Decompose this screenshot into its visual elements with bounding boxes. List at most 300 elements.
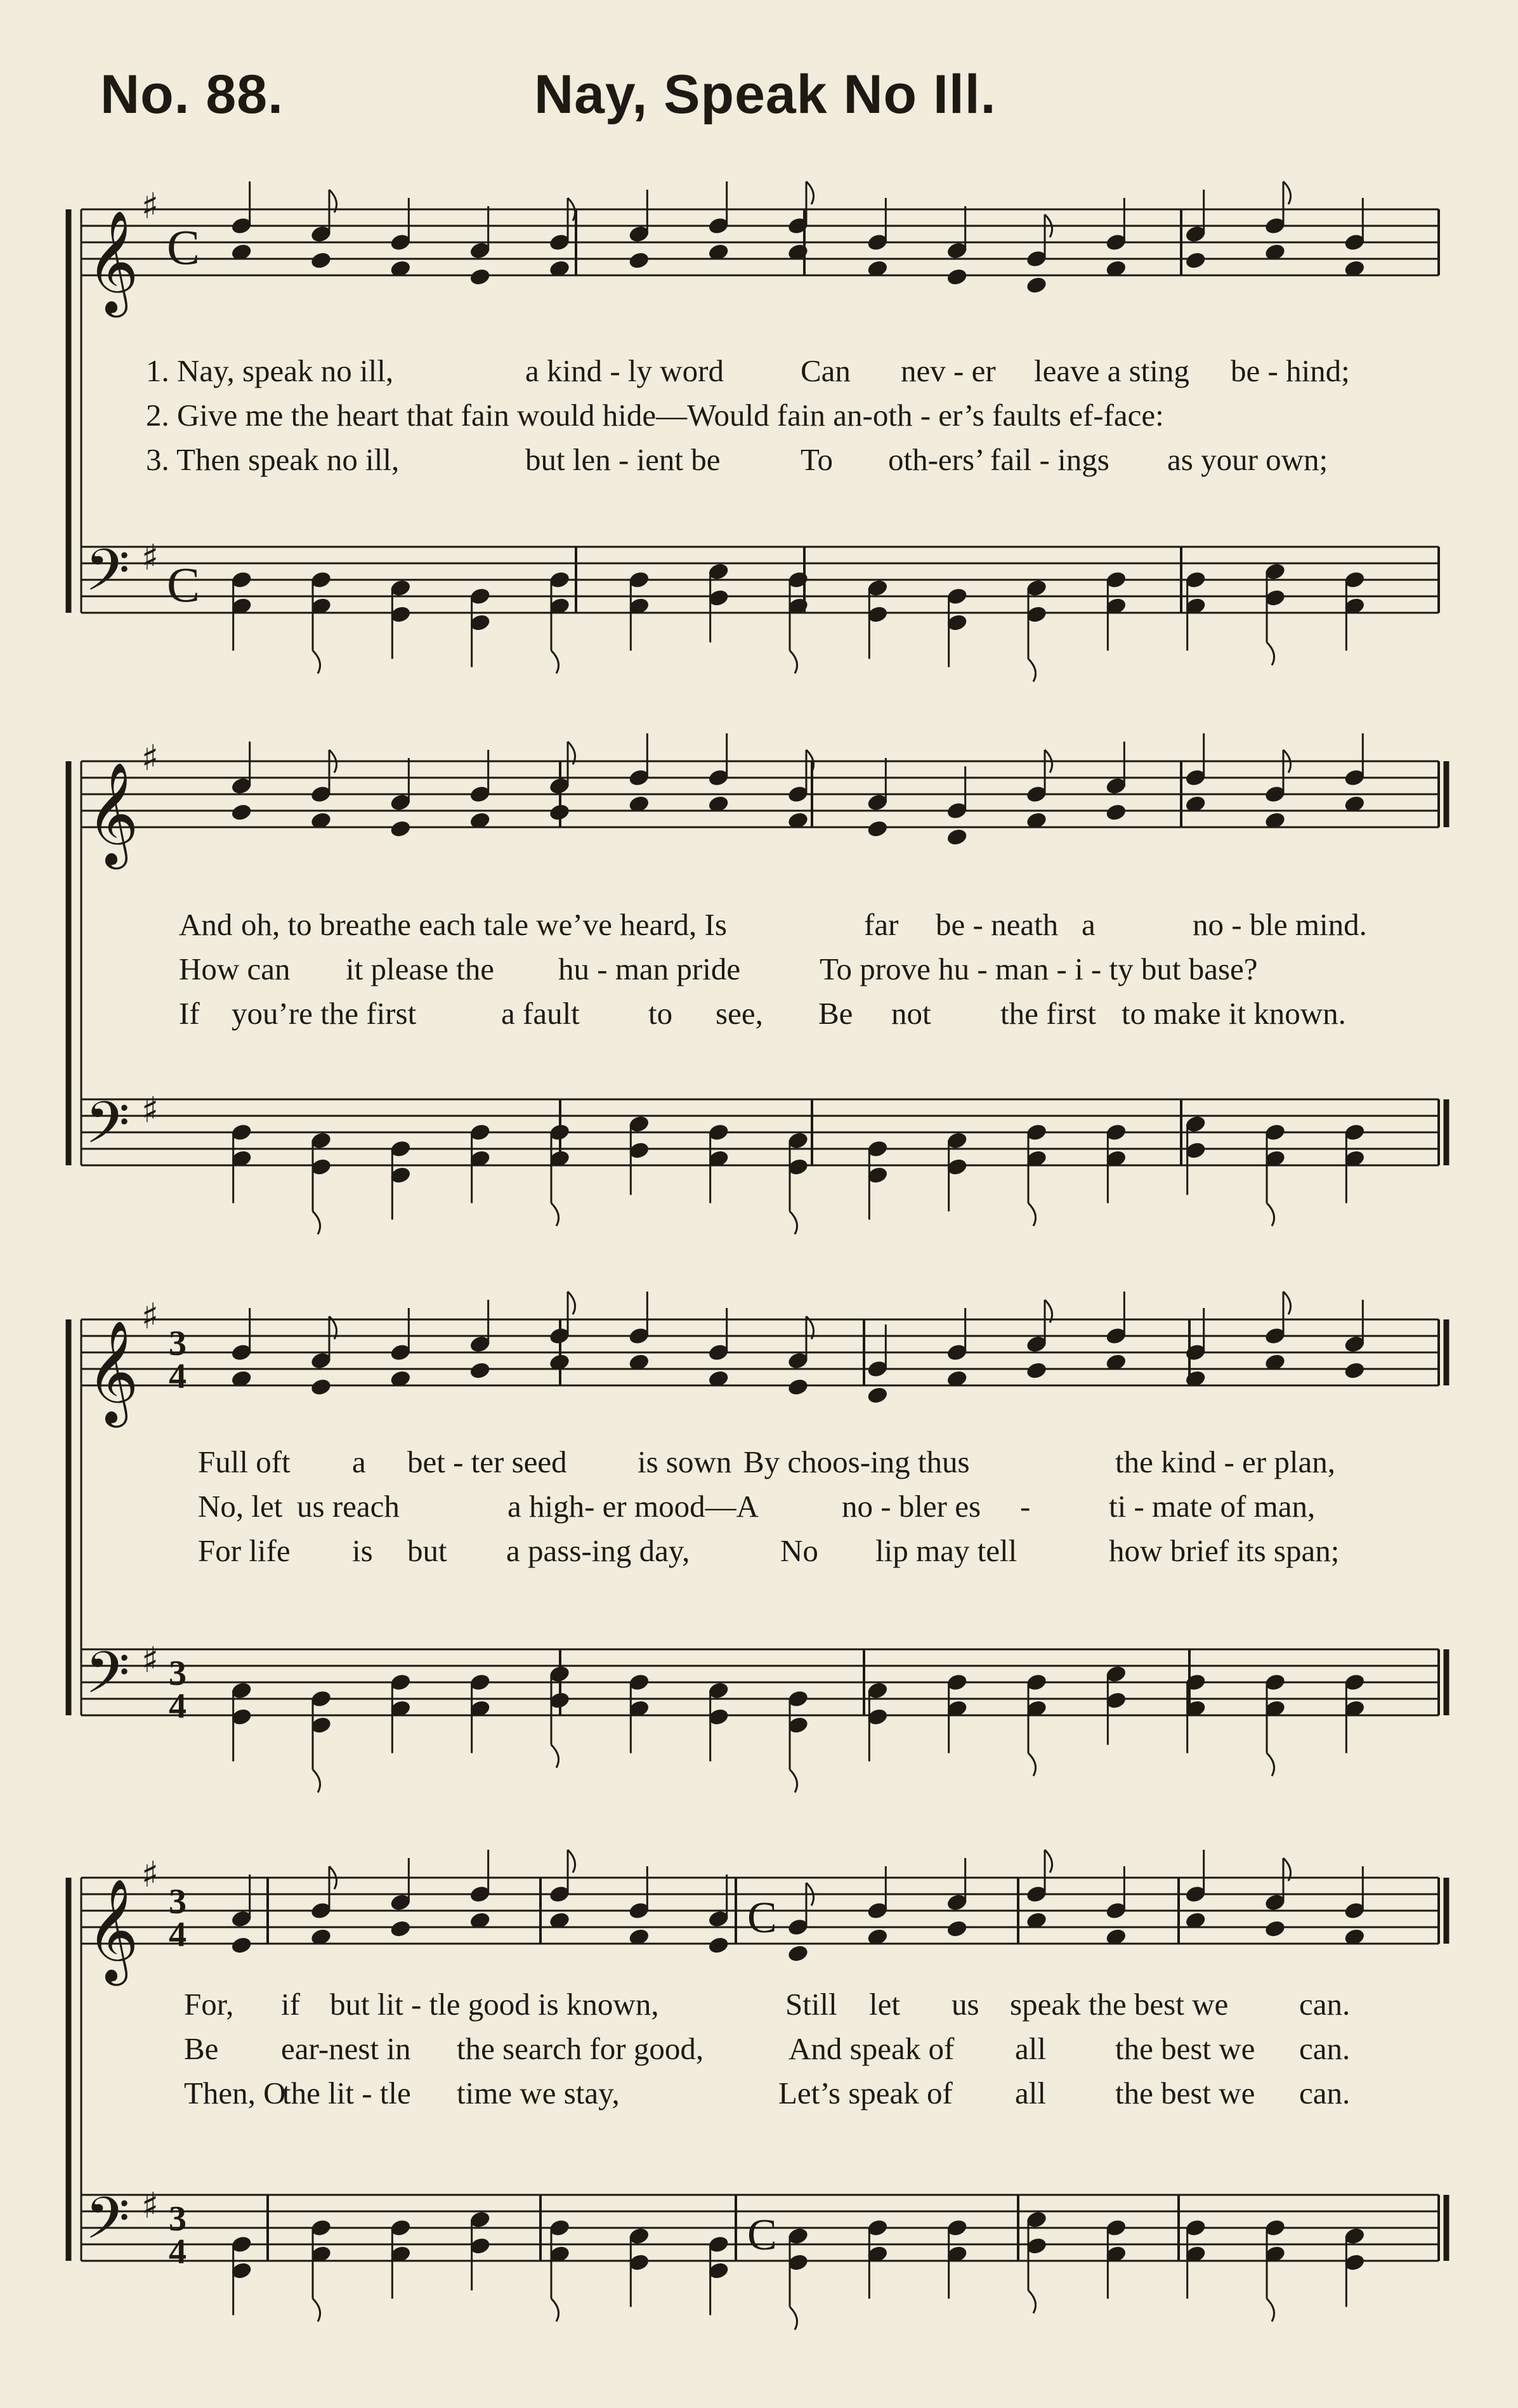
note-head bbox=[1184, 1343, 1207, 1363]
note-head bbox=[866, 1359, 889, 1379]
note-head bbox=[707, 562, 730, 582]
note-head bbox=[310, 1131, 332, 1151]
note-head bbox=[1025, 249, 1048, 269]
note-head bbox=[548, 1691, 571, 1710]
note-head bbox=[707, 1343, 730, 1363]
note-head bbox=[866, 2218, 889, 2238]
verse-1-line bbox=[0, 1986, 1518, 2024]
note-head bbox=[1264, 1352, 1286, 1372]
note-head bbox=[1264, 216, 1286, 236]
note-flag bbox=[1045, 1850, 1052, 1873]
note-head bbox=[548, 1665, 571, 1684]
lyric-segment: us bbox=[952, 1987, 979, 2022]
time-sig-3-icon: 3 bbox=[169, 1882, 186, 1921]
lyric-segment: the search for good, bbox=[457, 2031, 704, 2066]
lyric-segment: all bbox=[1015, 2031, 1046, 2066]
note-head bbox=[707, 1123, 730, 1142]
note-flag bbox=[1028, 659, 1036, 682]
note-flag bbox=[313, 1212, 320, 1234]
note-head bbox=[707, 1909, 730, 1929]
note-flag bbox=[568, 1292, 575, 1314]
key-sharp-icon: ♯ bbox=[141, 537, 159, 579]
note-head bbox=[1025, 1699, 1048, 1718]
common-time-icon: C bbox=[167, 219, 200, 275]
note-head bbox=[1184, 1911, 1207, 1930]
note-head bbox=[707, 2235, 730, 2254]
lyric-segment: To prove hu - man - i - ty but base? bbox=[820, 952, 1258, 986]
lyric-segment: Then, O bbox=[184, 2076, 286, 2110]
note-head bbox=[866, 819, 889, 839]
note-head bbox=[627, 1115, 650, 1134]
note-head bbox=[469, 241, 492, 261]
note-flag bbox=[329, 1316, 337, 1339]
verse-1-line bbox=[0, 1443, 1518, 1481]
lyric-segment: 3. Then speak no ill, bbox=[146, 442, 400, 477]
lyric-segment: if bbox=[281, 1987, 300, 2022]
note-flag bbox=[1283, 750, 1291, 773]
note-head bbox=[787, 596, 809, 616]
lyric-segment: a fault bbox=[501, 996, 580, 1031]
note-head bbox=[548, 2218, 571, 2238]
bass-staff bbox=[81, 537, 1439, 682]
note-head bbox=[1025, 1911, 1048, 1930]
lyric-segment: all bbox=[1015, 2076, 1046, 2110]
lyric-segment: be - neath bbox=[936, 907, 1059, 942]
note-head bbox=[946, 267, 969, 287]
note-head bbox=[1184, 2218, 1207, 2238]
note-head bbox=[707, 1707, 730, 1727]
note-flag bbox=[313, 2299, 320, 2322]
lyric-segment: lip may tell bbox=[875, 1533, 1017, 1568]
note-head bbox=[627, 1326, 650, 1346]
lyric-segment: bet - ter seed bbox=[407, 1444, 567, 1479]
note-head bbox=[389, 259, 412, 278]
lyric-segment: to make it known. bbox=[1122, 996, 1346, 1031]
note-head bbox=[627, 251, 650, 270]
time-sig-3-icon: 3 bbox=[169, 2199, 186, 2239]
treble-staff bbox=[81, 181, 1439, 318]
note-head bbox=[230, 776, 253, 796]
note-head bbox=[469, 1335, 492, 1354]
common-time-icon: C bbox=[747, 2211, 777, 2260]
note-head bbox=[310, 1901, 332, 1921]
note-flag bbox=[790, 1770, 797, 1793]
lyric-segment: Be bbox=[184, 2031, 219, 2066]
treble-staff bbox=[81, 1850, 1439, 1986]
note-head bbox=[230, 1149, 253, 1168]
note-head bbox=[230, 242, 253, 262]
key-sharp-icon: ♯ bbox=[141, 186, 159, 227]
note-head bbox=[1343, 2253, 1366, 2272]
note-head bbox=[548, 1326, 571, 1346]
note-head bbox=[1104, 1691, 1127, 1710]
note-head bbox=[946, 241, 969, 261]
note-head bbox=[787, 242, 809, 262]
note-head bbox=[946, 801, 969, 821]
note-head bbox=[230, 2235, 253, 2254]
note-head bbox=[1104, 1901, 1127, 1921]
note-head bbox=[230, 216, 253, 236]
lyric-segment: - bbox=[1020, 1489, 1031, 1524]
note-head bbox=[1184, 1115, 1207, 1134]
lyric-segment: you’re the first bbox=[232, 996, 417, 1031]
hymn-number: No. 88. bbox=[100, 64, 284, 125]
treble-clef-icon: 𝄞 bbox=[86, 762, 139, 865]
note-flag bbox=[551, 2299, 559, 2322]
bass-staff bbox=[81, 1639, 1439, 1793]
lyric-segment: Let’s speak of bbox=[778, 2076, 953, 2110]
note-head bbox=[548, 2244, 571, 2264]
lyric-segment: ti - mate of man, bbox=[1109, 1489, 1316, 1524]
note-head bbox=[707, 1149, 730, 1168]
note-flag bbox=[313, 651, 320, 674]
note-head bbox=[230, 596, 253, 616]
note-head bbox=[389, 2244, 412, 2264]
note-head bbox=[230, 570, 253, 590]
note-head bbox=[389, 1369, 412, 1389]
lyric-segment: And bbox=[179, 907, 233, 942]
note-head bbox=[1104, 1149, 1127, 1168]
lyric-segment: a pass-ing day, bbox=[506, 1533, 690, 1568]
note-flag bbox=[1267, 2299, 1274, 2322]
note-flag bbox=[790, 651, 797, 674]
note-head bbox=[946, 1919, 969, 1939]
note-head bbox=[1104, 1665, 1127, 1684]
lyric-segment: nev - er bbox=[901, 353, 996, 388]
note-flag bbox=[1028, 1203, 1036, 1226]
note-head bbox=[230, 1123, 253, 1142]
note-head bbox=[1025, 579, 1048, 598]
note-head bbox=[230, 1343, 253, 1363]
note-head bbox=[1343, 596, 1366, 616]
note-head bbox=[866, 2244, 889, 2264]
note-head bbox=[1264, 1673, 1286, 1692]
note-head bbox=[627, 1901, 650, 1921]
note-flag bbox=[329, 1866, 337, 1889]
note-head bbox=[1104, 1352, 1127, 1372]
note-head bbox=[1343, 1699, 1366, 1718]
note-head bbox=[1184, 1141, 1207, 1160]
time-sig-4-icon: 4 bbox=[169, 2232, 186, 2272]
note-head bbox=[1184, 570, 1207, 590]
note-head bbox=[548, 1885, 571, 1904]
note-head bbox=[1343, 259, 1366, 278]
note-head bbox=[787, 1351, 809, 1371]
note-head bbox=[389, 1165, 412, 1185]
note-head bbox=[707, 1935, 730, 1955]
note-head bbox=[1184, 768, 1207, 788]
note-head bbox=[707, 1369, 730, 1389]
note-head bbox=[866, 1707, 889, 1727]
verse-1-line bbox=[0, 906, 1518, 944]
note-head bbox=[627, 768, 650, 788]
note-head bbox=[627, 1699, 650, 1718]
note-head bbox=[548, 233, 571, 252]
note-head bbox=[787, 1377, 809, 1397]
lyric-segment: a bbox=[1082, 907, 1096, 942]
note-head bbox=[1104, 2218, 1127, 2238]
note-flag bbox=[1267, 643, 1274, 665]
note-head bbox=[1025, 1361, 1048, 1380]
lyric-segment: a high- er mood—A bbox=[507, 1489, 759, 1524]
lyric-segment: how brief its span; bbox=[1109, 1533, 1340, 1568]
note-head bbox=[627, 2253, 650, 2272]
note-flag bbox=[551, 1203, 559, 1226]
lyric-segment: time we stay, bbox=[457, 2076, 620, 2110]
note-head bbox=[787, 2253, 809, 2272]
note-head bbox=[469, 785, 492, 804]
note-head bbox=[627, 1673, 650, 1692]
note-head bbox=[1104, 233, 1127, 252]
lyric-segment: By choos-ing thus bbox=[743, 1444, 970, 1479]
note-head bbox=[1264, 1893, 1286, 1913]
note-head bbox=[1184, 1699, 1207, 1718]
note-head bbox=[389, 1673, 412, 1692]
note-head bbox=[707, 2261, 730, 2280]
note-head bbox=[469, 267, 492, 287]
note-flag bbox=[790, 1212, 797, 1234]
note-flag bbox=[551, 1745, 559, 1768]
note-flag bbox=[806, 750, 814, 773]
note-head bbox=[1104, 570, 1127, 590]
note-head bbox=[1104, 259, 1127, 278]
note-head bbox=[548, 1352, 571, 1372]
lyric-segment: For life bbox=[198, 1533, 291, 1568]
lyric-segment: the best we bbox=[1115, 2076, 1255, 2110]
note-head bbox=[1025, 1335, 1048, 1354]
lyric-segment: a bbox=[352, 1444, 366, 1479]
note-head bbox=[787, 1918, 809, 1937]
note-head bbox=[469, 811, 492, 830]
note-flag bbox=[568, 742, 575, 764]
note-head bbox=[1184, 596, 1207, 616]
note-head bbox=[548, 776, 571, 796]
bass-staff bbox=[81, 1089, 1439, 1234]
note-head bbox=[469, 1885, 492, 1904]
note-head bbox=[548, 802, 571, 822]
note-head bbox=[866, 1139, 889, 1159]
lyric-segment: 2. Give me the heart that fain would hide—Would fain an-oth - er’s faults ef-face: bbox=[146, 398, 1164, 433]
note-head bbox=[1184, 251, 1207, 270]
note-head bbox=[548, 596, 571, 616]
note-head bbox=[866, 605, 889, 624]
bass-clef-icon: 𝄢 bbox=[85, 1639, 130, 1720]
note-head bbox=[389, 1893, 412, 1913]
note-head bbox=[1104, 596, 1127, 616]
lyric-segment: is bbox=[352, 1533, 373, 1568]
note-head bbox=[230, 802, 253, 822]
note-head bbox=[707, 216, 730, 236]
note-flag bbox=[1045, 214, 1052, 237]
treble-staff bbox=[81, 733, 1439, 870]
note-head bbox=[310, 811, 332, 830]
lyric-segment: let bbox=[869, 1987, 900, 2022]
note-head bbox=[230, 1681, 253, 1701]
note-head bbox=[1264, 588, 1286, 608]
verse-1-line bbox=[0, 352, 1518, 390]
lyric-segment: Still bbox=[785, 1987, 837, 2022]
lyric-segment: For, bbox=[184, 1987, 234, 2022]
note-head bbox=[389, 605, 412, 624]
lyric-segment: If bbox=[179, 996, 200, 1031]
note-head bbox=[946, 1369, 969, 1389]
treble-staff bbox=[81, 1292, 1439, 1428]
note-flag bbox=[1267, 1753, 1274, 1776]
note-head bbox=[1264, 242, 1286, 262]
lyric-segment: the best we bbox=[1115, 2031, 1255, 2066]
lyric-segment: can. bbox=[1299, 2076, 1351, 2110]
lyric-segment: the kind - er plan, bbox=[1115, 1444, 1335, 1479]
note-head bbox=[1264, 562, 1286, 582]
note-head bbox=[1264, 2218, 1286, 2238]
lyric-segment: it please the bbox=[346, 952, 495, 986]
lyric-segment: No, let bbox=[198, 1489, 283, 1524]
note-flag bbox=[806, 1316, 814, 1339]
treble-clef-icon: 𝄞 bbox=[86, 1320, 139, 1423]
note-flag bbox=[568, 198, 575, 221]
note-head bbox=[469, 2210, 492, 2230]
note-head bbox=[469, 1911, 492, 1930]
note-head bbox=[230, 1935, 253, 1955]
note-head bbox=[866, 579, 889, 598]
note-head bbox=[946, 2218, 969, 2238]
note-head bbox=[310, 1927, 332, 1947]
note-flag bbox=[1283, 1292, 1291, 1314]
note-head bbox=[1264, 811, 1286, 830]
note-head bbox=[389, 2218, 412, 2238]
note-flag bbox=[1045, 750, 1052, 773]
note-head bbox=[1343, 794, 1366, 814]
note-head bbox=[787, 2227, 809, 2246]
note-flag bbox=[568, 1850, 575, 1873]
note-head bbox=[389, 233, 412, 252]
note-head bbox=[1104, 1326, 1127, 1346]
note-head bbox=[1025, 1123, 1048, 1142]
note-head bbox=[627, 596, 650, 616]
verse-3-line bbox=[0, 995, 1518, 1033]
lyric-segment: a kind - ly word bbox=[525, 353, 724, 388]
note-head bbox=[469, 1149, 492, 1168]
note-head bbox=[707, 768, 730, 788]
note-head bbox=[548, 259, 571, 278]
note-head bbox=[1264, 1149, 1286, 1168]
note-head bbox=[707, 588, 730, 608]
lyric-segment: No bbox=[780, 1533, 818, 1568]
note-head bbox=[230, 1369, 253, 1389]
note-head bbox=[1104, 1927, 1127, 1947]
note-head bbox=[1264, 1699, 1286, 1718]
note-head bbox=[1264, 1919, 1286, 1939]
note-flag bbox=[1045, 1300, 1052, 1323]
common-time-icon: C bbox=[167, 557, 200, 612]
note-head bbox=[310, 596, 332, 616]
note-head bbox=[469, 587, 492, 606]
note-flag bbox=[329, 750, 337, 773]
note-head bbox=[866, 1927, 889, 1947]
lyric-segment: but lit - tle good is known, bbox=[330, 1987, 659, 2022]
note-head bbox=[946, 1673, 969, 1692]
note-head bbox=[866, 259, 889, 278]
note-head bbox=[389, 1919, 412, 1939]
note-head bbox=[389, 579, 412, 598]
verse-3-line bbox=[0, 441, 1518, 479]
note-head bbox=[1264, 785, 1286, 804]
key-sharp-icon: ♯ bbox=[141, 738, 159, 779]
note-head bbox=[946, 1157, 969, 1177]
note-head bbox=[787, 216, 809, 236]
lyric-segment: far bbox=[864, 907, 899, 942]
key-sharp-icon: ♯ bbox=[141, 1296, 159, 1337]
note-head bbox=[1343, 1149, 1366, 1168]
lyric-segment: as your own; bbox=[1167, 442, 1328, 477]
note-head bbox=[548, 570, 571, 590]
note-head bbox=[230, 1909, 253, 1929]
note-head bbox=[627, 1352, 650, 1372]
lyric-segment: is sown bbox=[638, 1444, 732, 1479]
note-head bbox=[389, 1343, 412, 1363]
note-head bbox=[787, 785, 809, 804]
note-head bbox=[1184, 225, 1207, 244]
lyric-segment: leave a sting bbox=[1034, 353, 1189, 388]
note-head bbox=[1343, 1361, 1366, 1380]
lyric-segment: be - hind; bbox=[1231, 353, 1350, 388]
lyric-segment: not bbox=[891, 996, 931, 1031]
note-head bbox=[310, 2244, 332, 2264]
note-head bbox=[310, 1157, 332, 1177]
note-head bbox=[1343, 1927, 1366, 1947]
lyric-segment: To bbox=[801, 442, 834, 477]
note-head bbox=[787, 1689, 809, 1709]
lyric-segment: no - ble mind. bbox=[1193, 907, 1367, 942]
note-head bbox=[1025, 1149, 1048, 1168]
note-head bbox=[310, 785, 332, 804]
note-head bbox=[707, 242, 730, 262]
note-head bbox=[707, 794, 730, 814]
lyric-segment: no - bler es bbox=[842, 1489, 981, 1524]
key-sharp-icon: ♯ bbox=[141, 1854, 159, 1895]
note-head bbox=[1184, 794, 1207, 814]
note-head bbox=[787, 570, 809, 590]
note-head bbox=[946, 613, 969, 632]
note-head bbox=[469, 1361, 492, 1380]
note-head bbox=[866, 793, 889, 813]
note-head bbox=[866, 1901, 889, 1921]
note-head bbox=[1343, 1673, 1366, 1692]
verse-3-line bbox=[0, 1532, 1518, 1570]
note-head bbox=[946, 827, 969, 847]
time-sig-4-icon: 4 bbox=[169, 1915, 186, 1954]
note-head bbox=[627, 2227, 650, 2246]
note-head bbox=[548, 1911, 571, 1930]
note-head bbox=[389, 819, 412, 839]
note-head bbox=[946, 587, 969, 606]
note-head bbox=[310, 1351, 332, 1371]
note-flag bbox=[551, 651, 559, 674]
note-head bbox=[548, 1123, 571, 1142]
note-head bbox=[787, 1157, 809, 1177]
note-head bbox=[1025, 785, 1048, 804]
note-head bbox=[310, 2218, 332, 2238]
note-head bbox=[946, 1893, 969, 1913]
lyric-segment: oth-ers’ fail - ings bbox=[888, 442, 1109, 477]
note-head bbox=[866, 1681, 889, 1701]
note-head bbox=[627, 794, 650, 814]
treble-clef-icon: 𝄞 bbox=[86, 1878, 139, 1982]
key-sharp-icon: ♯ bbox=[141, 2185, 159, 2227]
note-head bbox=[1025, 605, 1048, 624]
note-head bbox=[946, 1699, 969, 1718]
note-head bbox=[1025, 1673, 1048, 1692]
